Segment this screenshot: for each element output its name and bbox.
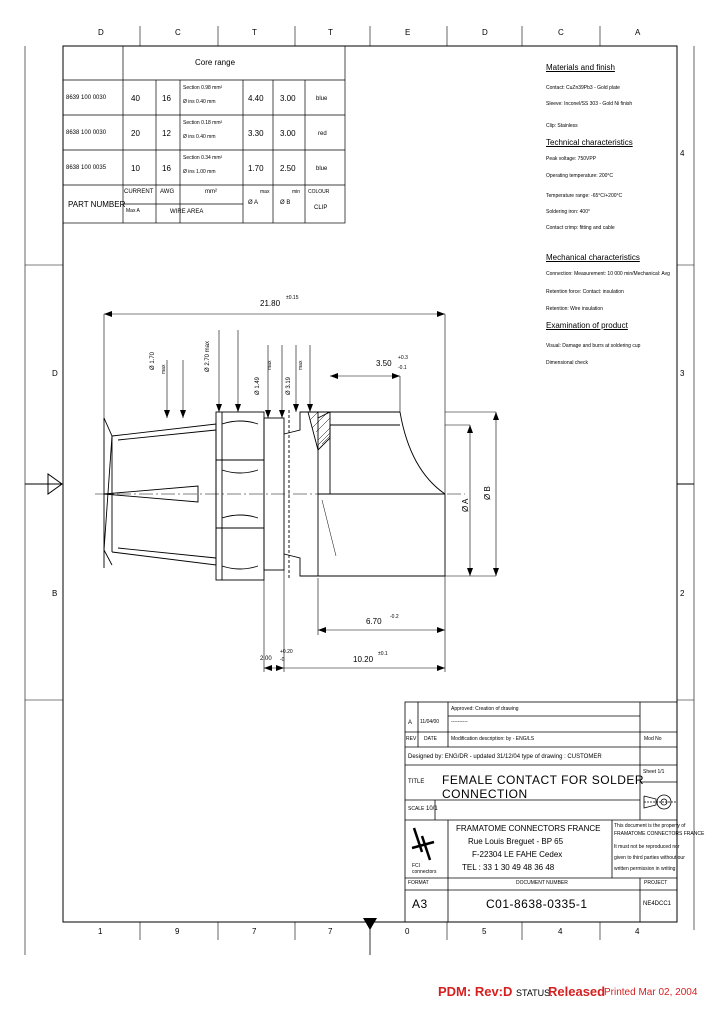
zone-top-2: C	[175, 28, 181, 37]
dim-dia-4-sub: max	[298, 360, 304, 370]
company-city: F-22304 LE FAHE Cedex	[472, 850, 563, 859]
zone-top-6: D	[482, 28, 488, 37]
dim-total-length: 21.80	[260, 299, 281, 308]
technical-line: Temperature range: -65°C/+200°C	[546, 193, 623, 199]
property-notice: written permission in writing	[614, 866, 676, 872]
dia-b-unit: min	[292, 189, 301, 195]
clip-header: CLIP	[314, 205, 328, 211]
format-value: A3	[412, 897, 428, 911]
colour-cell: blue	[316, 166, 328, 172]
diameter-cell: Ø ins 0.40 mm	[183, 99, 216, 105]
revision-date: 11/04/00	[420, 719, 440, 725]
dim-dia-1: Ø 1.70	[150, 351, 156, 370]
zone-top-4: T	[328, 28, 333, 37]
section-cell: Section 0.34 mm²	[183, 155, 223, 161]
drawing-title-line-2: CONNECTION	[442, 787, 528, 801]
zone-bottom-5: 0	[405, 927, 410, 936]
awg-cell: 16	[162, 164, 171, 173]
dim-total-length-tol: ±0.15	[286, 295, 299, 301]
project-label: PROJECT	[644, 880, 668, 886]
mechanical-line: Connection: Measurement: 10 000 min/Mechanical: Avg	[546, 271, 670, 277]
dim-flange-tol-down: -0	[280, 657, 285, 663]
dim-dia-1-sub: max	[161, 364, 167, 374]
dia-b-header: Ø B	[280, 200, 291, 206]
zone-left-1: D	[52, 369, 58, 378]
dim-dia-3-sub: max	[267, 360, 273, 370]
colour-cell: blue	[316, 96, 328, 102]
examination-line: Visual: Damage and burrs at soldering cup	[546, 343, 641, 349]
technical-line: Soldering iron: 400°	[546, 209, 590, 215]
dim-dia-a: Ø A	[461, 498, 470, 512]
awg-header: AWG	[160, 189, 175, 195]
zone-top-5: E	[405, 28, 411, 37]
pdm-revision: PDM: Rev:D	[438, 984, 513, 999]
revision-description-line: ----------	[451, 719, 468, 725]
format-label: FORMAT	[408, 880, 429, 886]
dim-depth-tol-down: -0.1	[398, 365, 407, 371]
revision-description: Approved: Creation of drawing	[451, 706, 519, 712]
dim-cup-length: 6.70	[366, 617, 382, 626]
dia-a-cell: 4.40	[248, 94, 264, 103]
technical-line: Peak voltage: 750VPP	[546, 156, 597, 162]
dia-b-cell: 3.00	[280, 129, 296, 138]
fci-logo	[412, 828, 434, 860]
part-number-cell: 8638 100 0030	[66, 130, 107, 136]
revision-letter: A	[408, 720, 413, 726]
zone-top-1: D	[98, 28, 104, 37]
zone-top-3: T	[252, 28, 257, 37]
property-notice: It must not be reproduced nor	[614, 844, 680, 850]
dim-depth: 3.50	[376, 359, 392, 368]
company-phone: TEL : 33 1 30 49 48 36 48	[462, 863, 555, 872]
zone-bottom-1: 1	[98, 927, 103, 936]
part-number-header: PART NUMBER	[68, 200, 126, 209]
colour-cell: red	[318, 131, 327, 137]
materials-line: Clip: Stainless	[546, 123, 578, 129]
mechanical-line: Retention force: Contact: insulation	[546, 289, 624, 295]
dim-dia-4: Ø 3.19	[286, 376, 292, 395]
mechanical-line: Retention: Wire insulation	[546, 306, 603, 312]
technical-line: Operating temperature: 200°C	[546, 173, 614, 179]
current-cell: 40	[131, 94, 140, 103]
zone-right-1: 4	[680, 149, 685, 158]
zone-bottom-2: 9	[175, 927, 180, 936]
section-cell: Section 0.98 mm²	[183, 85, 223, 91]
contact-drawing	[104, 410, 445, 580]
sheet-number: Sheet 1/1	[643, 769, 665, 775]
zone-bottom-3: 7	[252, 927, 257, 936]
company-name: FRAMATOME CONNECTORS FRANCE	[456, 824, 601, 833]
colour-header: COLOUR	[308, 189, 330, 195]
zone-right-2: 3	[680, 369, 685, 378]
part-number-cell: 8638 100 0035	[66, 165, 107, 171]
zone-bottom-8: 4	[635, 927, 640, 936]
company-street: Rue Louis Breguet - BP 65	[468, 837, 564, 846]
zone-left-2: B	[52, 589, 58, 598]
zone-bottom-6: 5	[482, 927, 487, 936]
dia-b-cell: 2.50	[280, 164, 296, 173]
current-header: CURRENT	[124, 189, 154, 195]
diameter-cell: Ø ins 0.40 mm	[183, 134, 216, 140]
logo-subtext: connectors	[412, 869, 437, 875]
zone-ticks-sides	[25, 265, 694, 700]
dim-dia-2: Ø 2.70 max	[205, 340, 211, 372]
mechanical-title: Mechanical characteristics	[546, 253, 640, 262]
technical-line: Contact crimp: fitting and cable	[546, 225, 615, 231]
dim-dia-3: Ø 1.49	[255, 376, 261, 395]
zone-top-8: A	[635, 28, 641, 37]
scale-label: SCALE	[408, 806, 425, 812]
diameter-cell: Ø ins 1.00 mm	[183, 169, 216, 175]
project-code: NE4DCC1	[643, 901, 672, 907]
materials-line: Sleeve: Inconel/SS 303 - Gold Ni finish	[546, 101, 633, 107]
materials-line: Contact: CuZn39Pb3 - Gold plate	[546, 85, 620, 91]
projection-symbol	[644, 795, 676, 809]
property-notice: FRAMATOME CONNECTORS FRANCE	[614, 831, 705, 837]
modification-column-header: Modification description: by - ENG/LS	[451, 736, 535, 742]
range-table-header: Core range	[195, 58, 236, 67]
wire-unit: mm²	[205, 189, 217, 195]
dim-body-length-tol: ±0.1	[378, 651, 388, 657]
document-number: C01-8638-0335-1	[486, 897, 588, 911]
dia-a-cell: 3.30	[248, 129, 264, 138]
property-notice: This document is the property of	[614, 823, 686, 829]
dia-b-cell: 3.00	[280, 94, 296, 103]
dim-flange-tol-up: +0.20	[280, 649, 293, 655]
awg-cell: 12	[162, 129, 171, 138]
dim-cup-length-tol: -0.2	[390, 614, 399, 620]
mod-number-header: Mod No	[644, 736, 662, 742]
technical-title: Technical characteristics	[546, 138, 633, 147]
examination-title: Examination of product	[546, 321, 628, 330]
dim-depth-tol-up: +0.3	[398, 355, 408, 361]
current-cell: 20	[131, 129, 140, 138]
current-cell: 10	[131, 164, 140, 173]
zone-top-7: C	[558, 28, 564, 37]
printed-date: Printed Mar 02, 2004	[604, 987, 698, 998]
designed-by: Designed by: ENG/DR - updated 31/12/04 type of drawing : CUSTOMER	[408, 754, 602, 760]
status-value: Released	[548, 984, 606, 999]
dia-a-header: Ø A	[248, 200, 259, 206]
status-label: STATUS:	[516, 988, 553, 998]
zone-bottom-7: 4	[558, 927, 563, 936]
dia-a-unit: max	[260, 189, 270, 195]
property-notice: given to third parties without our	[614, 855, 685, 861]
wire-area-header: WIRE AREA	[170, 209, 204, 215]
dim-flange: 2.00	[260, 656, 272, 662]
materials-title: Materials and finish	[546, 63, 615, 72]
dia-a-cell: 1.70	[248, 164, 264, 173]
title-label: TITLE	[408, 779, 425, 785]
date-column-header: DATE	[424, 736, 437, 742]
rev-column-header: REV	[406, 736, 417, 742]
current-unit: Max A	[126, 208, 140, 214]
dim-dia-b: Ø B	[483, 486, 492, 500]
examination-line: Dimensional check	[546, 360, 588, 366]
dim-body-length: 10.20	[353, 655, 374, 664]
zone-ticks-top	[140, 26, 600, 46]
zone-bottom-4: 7	[328, 927, 333, 936]
logo-text: FCI	[412, 863, 421, 869]
section-cell: Section 0.18 mm²	[183, 120, 223, 126]
awg-cell: 16	[162, 94, 171, 103]
scale-value: 10/1	[426, 806, 438, 812]
drawing-title-line-1: FEMALE CONTACT FOR SOLDER	[442, 773, 645, 787]
zone-right-3: 2	[680, 589, 685, 598]
part-number-cell: 8639 100 0030	[66, 95, 107, 101]
title-block-grid	[405, 702, 677, 922]
document-number-label: DOCUMENT NUMBER	[516, 880, 568, 886]
